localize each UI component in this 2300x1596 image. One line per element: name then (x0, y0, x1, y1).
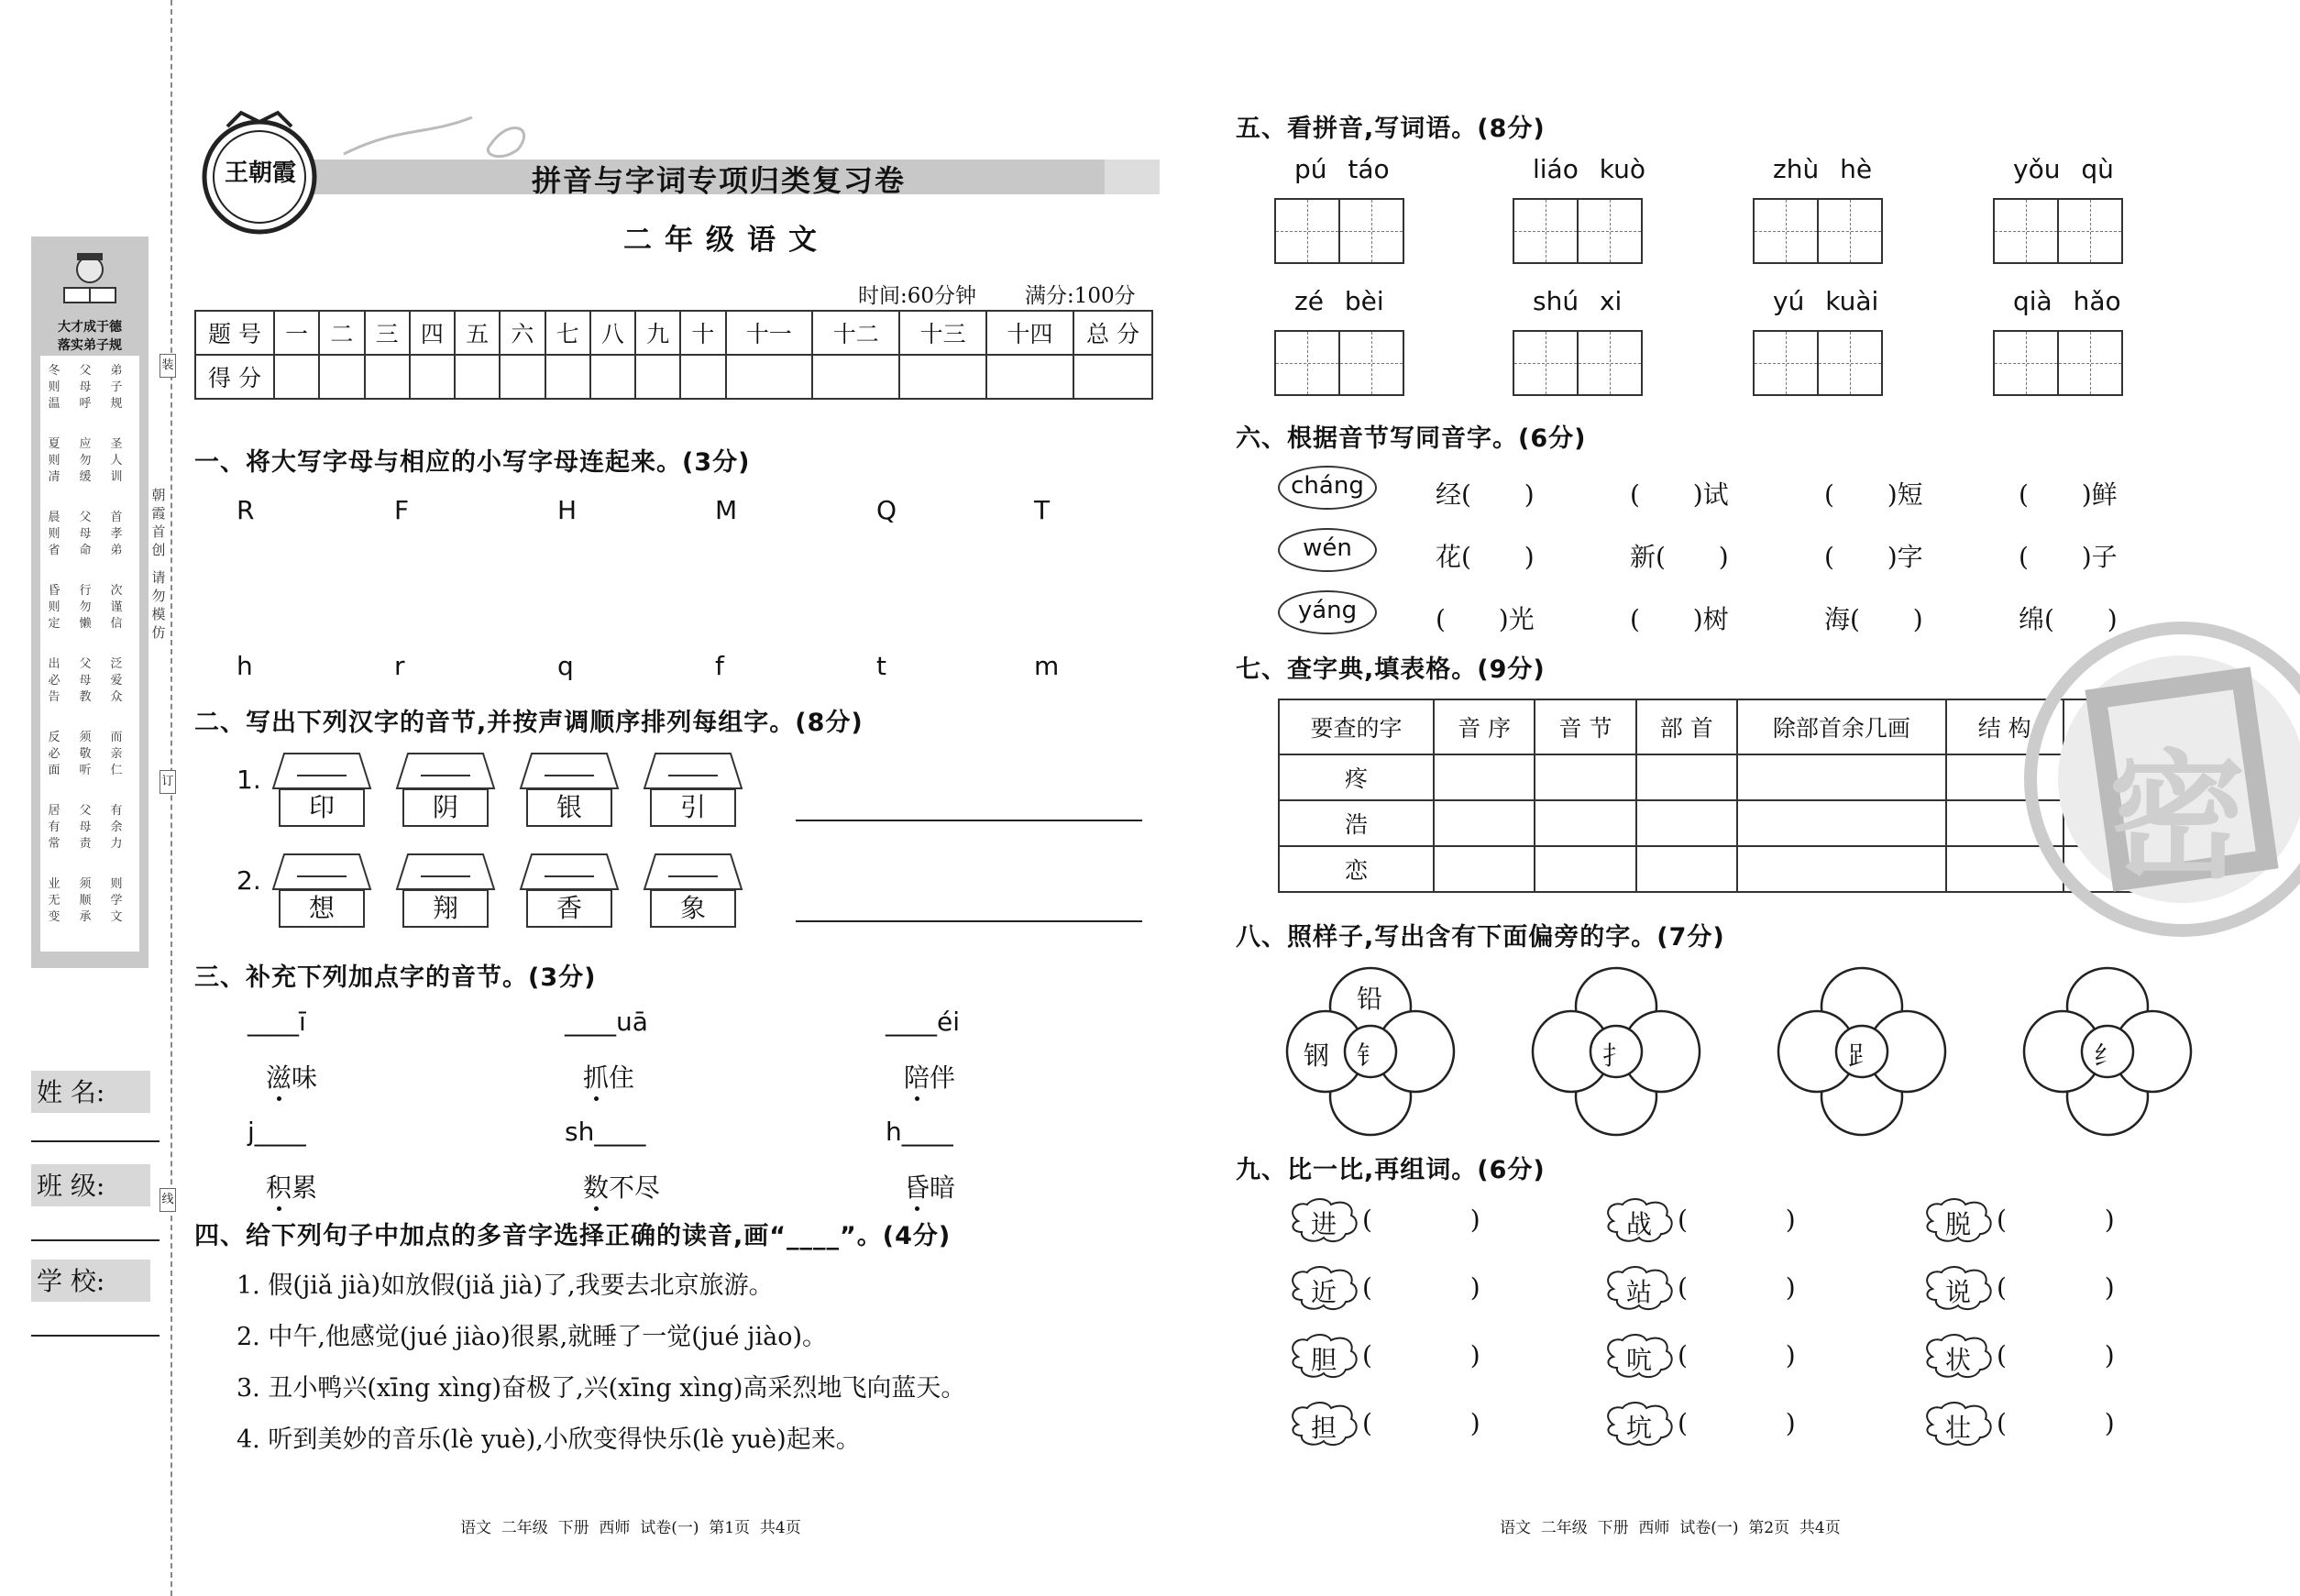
dict-answer-cell[interactable] (1535, 800, 1635, 846)
tian-grid-box[interactable] (1338, 198, 1404, 264)
tian-grid-box[interactable] (1274, 330, 1340, 396)
score-input-cell[interactable] (365, 355, 410, 399)
tian-grid-box[interactable] (1817, 330, 1883, 396)
compare-char-text: 进 (1311, 1209, 1337, 1239)
motto-2: 落实弟子规 (58, 338, 122, 353)
compare-char-text: 近 (1311, 1277, 1337, 1307)
score-header-cell: 九 (635, 311, 680, 355)
homophone-blank[interactable]: 花( ) (1436, 542, 1535, 572)
syllable-blank[interactable]: h____ (886, 1117, 953, 1147)
uppercase-letter[interactable]: F (394, 495, 410, 525)
compare-character (1602, 1401, 1685, 1448)
lookup-character: 恋 (1279, 846, 1434, 892)
compare-char-text: 壮 (1945, 1413, 1972, 1443)
dict-answer-cell[interactable] (1535, 846, 1635, 892)
tian-grid-box[interactable] (1338, 330, 1404, 396)
tian-grid-box[interactable] (1993, 198, 2059, 264)
score-label-cell: 得 分 (195, 355, 274, 399)
syllable-house[interactable] (643, 752, 743, 840)
emphasis-dot (277, 1096, 281, 1101)
emphasis-dot (915, 1096, 919, 1101)
tian-grid-box[interactable] (1577, 198, 1643, 264)
homophone-blank[interactable]: ( )短 (1824, 479, 1923, 510)
emphasis-dot (277, 1206, 281, 1211)
copyright-2: 请勿模仿 (151, 569, 166, 641)
syllable-blank[interactable]: ____uā (565, 1007, 648, 1037)
example-char-top: 铅 (1357, 984, 1383, 1014)
pinyin-prompt: zé bèi (1294, 286, 1384, 316)
pinyin-prompt: zhù hè (1773, 154, 1873, 184)
score-header-cell: 一 (274, 311, 319, 355)
tian-grid-box[interactable] (1753, 330, 1819, 396)
radical-flower[interactable] (1529, 964, 1703, 1139)
homophone-blank[interactable]: 经( ) (1436, 479, 1535, 510)
syllable-text: wén (1303, 534, 1352, 562)
score-input-cell[interactable] (545, 355, 590, 399)
verse-col: 父母责 (79, 804, 92, 851)
verse-col: 泛爱众 (110, 657, 123, 704)
emphasis-dot (915, 1206, 919, 1211)
syllable-blank[interactable]: ____ī (248, 1007, 306, 1037)
verse-col: 则学文 (110, 877, 123, 924)
class-field[interactable] (31, 1239, 160, 1241)
scholar-icon (53, 244, 127, 317)
word-blank[interactable]: ( ) (1997, 1205, 2115, 1235)
school-field[interactable] (31, 1335, 160, 1337)
verse-col: 圣人训 (110, 437, 123, 484)
syllable-house[interactable] (395, 853, 496, 941)
verse-col: 次谨信 (110, 584, 123, 631)
lookup-character: 疼 (1279, 754, 1434, 800)
lowercase-letter[interactable]: m (1034, 651, 1060, 681)
dict-answer-cell[interactable] (1737, 754, 1946, 800)
syllable-bubble (1278, 528, 1377, 572)
verse-col: 居有常 (48, 804, 61, 851)
score-header-cell: 六 (500, 311, 545, 355)
homophone-blank[interactable]: ( )试 (1630, 479, 1729, 510)
q4-title: 四、给下列句子中加点的多音字选择正确的读音,画“____”。(4分) (194, 1222, 952, 1250)
dict-answer-cell[interactable] (1737, 800, 1946, 846)
verse-col: 须顺承 (79, 877, 92, 924)
uppercase-letter[interactable]: R (237, 495, 255, 525)
syllable-house[interactable] (271, 752, 372, 840)
dotted-word: 陪伴 (904, 1062, 956, 1093)
verse-col: 有余力 (110, 804, 123, 851)
syllable-blank[interactable]: ____éi (886, 1007, 961, 1037)
dict-answer-cell[interactable] (1636, 800, 1737, 846)
paper-title: 拼音与字词专项归类复习卷 (532, 163, 907, 198)
uppercase-letter[interactable]: M (715, 495, 738, 525)
q8-title: 八、照样子,写出含有下面偏旁的字。(7分) (1236, 923, 1725, 952)
lowercase-letter[interactable]: f (715, 651, 724, 681)
compare-character (1602, 1333, 1685, 1381)
radical-flower[interactable] (2020, 964, 2195, 1139)
dict-header-cell: 音 序 (1434, 699, 1535, 754)
pinyin-prompt: pú táo (1294, 154, 1390, 184)
verse-col: 昏则定 (48, 584, 61, 631)
word-blank[interactable]: ( ) (1362, 1205, 1480, 1235)
homophone-blank[interactable]: 绵( ) (2019, 604, 2118, 634)
verse-col: 父母呼 (79, 364, 92, 411)
emphasis-dot (594, 1206, 599, 1211)
dict-answer-cell[interactable] (1434, 800, 1535, 846)
tian-grid-box[interactable] (1993, 330, 2059, 396)
footer-left: 语文 二年级 下册 西师 试卷(一) 第1页 共4页 (460, 1519, 801, 1537)
polyphone-sentence[interactable]: 3. 丑小鸭兴(xīng xìng)奋极了,兴(xīng xìng)高采烈地飞向蓝天。 (237, 1374, 966, 1403)
tian-grid-box[interactable] (1577, 330, 1643, 396)
full-score-label: 满分:100分 (1025, 284, 1136, 308)
verse-box (40, 356, 139, 952)
radical-center: 扌 (1602, 1040, 1629, 1071)
score-table (194, 310, 1153, 400)
compare-char-text: 战 (1626, 1209, 1653, 1239)
verse-col: 弟子规 (110, 364, 123, 411)
syllable-bubble (1278, 466, 1377, 510)
dict-header-cell: 除部首余几画 (1737, 699, 1946, 754)
score-input-cell[interactable] (680, 355, 725, 399)
score-header-cell: 八 (590, 311, 635, 355)
q1-title: 一、将大写字母与相应的小写字母连起来。(3分) (194, 448, 751, 477)
dict-header-cell: 结 构 (1946, 699, 2063, 754)
compare-character (1287, 1265, 1370, 1313)
tian-grid-box[interactable] (1753, 198, 1819, 264)
watermark-text: 密 (2108, 736, 2247, 897)
score-header-cell: 题 号 (195, 311, 274, 355)
homophone-blank[interactable]: 新( ) (1630, 542, 1729, 572)
score-header-cell: 十一 (726, 311, 813, 355)
pinyin-prompt: shú xi (1533, 286, 1623, 316)
pinyin-prompt: yǒu qù (2013, 154, 2114, 184)
order-answer-line[interactable] (796, 820, 1142, 821)
name-label: 姓 名: (37, 1077, 105, 1107)
verse-col: 父母命 (79, 511, 92, 557)
seal-mark-1: 装 (160, 354, 176, 378)
q2-row-number: 2. (237, 865, 261, 896)
homophone-blank[interactable]: ( )树 (1630, 604, 1729, 634)
homophone-blank[interactable]: ( )鲜 (2019, 479, 2118, 510)
homophone-blank[interactable]: ( )光 (1436, 604, 1535, 634)
syllable-bubble (1278, 590, 1377, 634)
verse-col: 应勿缓 (79, 437, 92, 484)
house-character: 引 (650, 788, 736, 827)
dotted-word: 数不尽 (583, 1172, 661, 1203)
homophone-blank[interactable]: ( )子 (2019, 542, 2118, 572)
q9-title: 九、比一比,再组词。(6分) (1236, 1156, 1546, 1184)
dict-answer-cell[interactable] (1535, 754, 1635, 800)
house-character: 象 (650, 889, 736, 928)
score-input-cell[interactable] (410, 355, 455, 399)
verse-col: 冬则温 (48, 364, 61, 411)
copyright-1: 朝霞首创 (151, 487, 166, 558)
word-blank[interactable]: ( ) (1678, 1272, 1796, 1303)
compare-character (1602, 1265, 1685, 1313)
compare-char-text: 胆 (1311, 1345, 1337, 1375)
verse-col: 而亲仁 (110, 731, 123, 777)
dict-answer-cell[interactable] (1434, 754, 1535, 800)
house-character: 印 (279, 788, 365, 827)
syllable-house[interactable] (395, 752, 496, 840)
motto-1: 大才成于德 (58, 320, 122, 335)
score-header-cell: 十三 (899, 311, 986, 355)
word-blank[interactable]: ( ) (1362, 1408, 1480, 1438)
time-label: 时间:60分钟 (858, 284, 977, 308)
verse-col: 出必告 (48, 657, 61, 704)
compare-char-text: 说 (1945, 1277, 1972, 1307)
dotted-word: 积累 (266, 1172, 318, 1203)
emphasis-dot (594, 1096, 599, 1101)
footer-right: 语文 二年级 下册 西师 试卷(一) 第2页 共4页 (1500, 1519, 1841, 1537)
dict-header-cell: 要查的字 (1279, 699, 1434, 754)
radical-center: 钅 (1357, 1040, 1383, 1071)
example-char-left: 钢 (1304, 1040, 1330, 1071)
syllable-house[interactable] (643, 853, 743, 941)
verse-col: 反必面 (48, 731, 61, 777)
polyphone-sentence[interactable]: 2. 中午,他感觉(jué jiào)很累,就睡了一觉(jué jiào)。 (237, 1323, 828, 1351)
dict-header-cell: 音 节 (1535, 699, 1635, 754)
house-character: 翔 (402, 889, 489, 928)
q5-title: 五、看拼音,写词语。(8分) (1236, 115, 1546, 143)
tian-grid-box[interactable] (2057, 330, 2123, 396)
dict-header-cell: 部 首 (1636, 699, 1737, 754)
score-header-cell: 十 (680, 311, 725, 355)
compare-character (1921, 1265, 2004, 1313)
score-input-cell[interactable] (319, 355, 364, 399)
score-input-cell[interactable] (590, 355, 635, 399)
compare-character (1921, 1197, 2004, 1245)
dict-answer-cell[interactable] (1434, 846, 1535, 892)
q7-title: 七、查字典,填表格。(9分) (1236, 655, 1546, 684)
syllable-house[interactable] (271, 853, 372, 941)
score-input-cell[interactable] (500, 355, 545, 399)
dict-answer-cell[interactable] (1636, 846, 1737, 892)
score-header-cell: 二 (319, 311, 364, 355)
score-input-cell[interactable] (455, 355, 500, 399)
lowercase-letter[interactable]: r (394, 651, 405, 681)
word-blank[interactable]: ( ) (1997, 1340, 2115, 1370)
name-field[interactable] (31, 1140, 160, 1142)
house-character: 银 (526, 788, 612, 827)
house-character: 香 (526, 889, 612, 928)
uppercase-letter[interactable]: T (1034, 495, 1051, 525)
q2-row-number: 1. (237, 765, 261, 795)
compare-char-text: 站 (1626, 1277, 1653, 1307)
tian-grid-box[interactable] (2057, 198, 2123, 264)
compare-char-text: 吭 (1626, 1345, 1653, 1375)
score-input-cell[interactable] (274, 355, 319, 399)
lowercase-letter[interactable]: q (557, 651, 574, 681)
compare-char-text: 状 (1945, 1345, 1972, 1375)
order-answer-line[interactable] (796, 920, 1142, 922)
score-header-cell: 十四 (986, 311, 1073, 355)
pinyin-prompt: liáo kuò (1533, 154, 1645, 184)
pinyin-prompt: yú kuài (1773, 286, 1879, 316)
seal-mark-3: 线 (160, 1188, 176, 1212)
tian-grid-box[interactable] (1513, 330, 1579, 396)
verse-col: 须敬听 (79, 731, 92, 777)
word-blank[interactable]: ( ) (1678, 1408, 1796, 1438)
seal-mark-2: 订 (160, 770, 176, 794)
verse-col: 父母教 (79, 657, 92, 704)
score-header-cell: 四 (410, 311, 455, 355)
compare-character (1602, 1197, 1685, 1245)
lookup-character: 浩 (1279, 800, 1434, 846)
q3-title: 三、补充下列加点字的音节。(3分) (194, 963, 597, 992)
binding-line (171, 0, 172, 1596)
score-input-cell[interactable] (899, 355, 986, 399)
score-header-cell: 七 (545, 311, 590, 355)
score-header-cell: 三 (365, 311, 410, 355)
radical-flower[interactable] (1775, 964, 1949, 1139)
syllable-house[interactable] (519, 853, 620, 941)
compare-char-text: 脱 (1945, 1209, 1972, 1239)
radical-center: 𧾷 (1848, 1040, 1875, 1071)
polyphone-sentence[interactable]: 1. 假(jiǎ jià)如放假(jiǎ jià)了,我要去北京旅游。 (237, 1271, 774, 1300)
homophone-blank[interactable]: ( )字 (1824, 542, 1923, 572)
verse-col: 首孝弟 (110, 511, 123, 557)
uppercase-letter[interactable]: Q (876, 495, 897, 525)
compare-character (1287, 1197, 1370, 1245)
dotted-word: 抓住 (583, 1062, 635, 1093)
verse-col: 晨则省 (48, 511, 61, 557)
syllable-text: cháng (1291, 472, 1364, 500)
score-input-cell[interactable] (812, 355, 899, 399)
q2-title: 二、写出下列汉字的音节,并按声调顺序排列每组字。(8分) (194, 709, 864, 737)
homophone-blank[interactable]: 海( ) (1824, 604, 1923, 634)
radical-flower[interactable] (1283, 964, 1458, 1139)
score-input-cell[interactable] (1073, 355, 1152, 399)
q6-title: 六、根据音节写同音字。(6分) (1236, 424, 1587, 453)
word-blank[interactable]: ( ) (1678, 1205, 1796, 1235)
compare-character (1921, 1401, 2004, 1448)
school-label: 学 校: (37, 1266, 105, 1296)
syllable-blank[interactable]: j____ (248, 1117, 306, 1147)
word-blank[interactable]: ( ) (1997, 1272, 2115, 1303)
verse-col: 夏则凊 (48, 437, 61, 484)
verse-col: 业无变 (48, 877, 61, 924)
compare-character (1921, 1333, 2004, 1381)
uppercase-letter[interactable]: H (557, 495, 578, 525)
word-blank[interactable]: ( ) (1997, 1408, 2115, 1438)
score-header-cell: 五 (455, 311, 500, 355)
paper-subtitle: 二年级语文 (623, 224, 830, 257)
syllable-text: yáng (1297, 597, 1358, 624)
word-blank[interactable]: ( ) (1678, 1340, 1796, 1370)
compare-char-text: 坑 (1626, 1413, 1653, 1443)
radical-center: 纟 (2094, 1040, 2120, 1071)
tian-grid-box[interactable] (1817, 198, 1883, 264)
motto-panel (31, 237, 149, 968)
compare-character (1287, 1333, 1370, 1381)
dict-answer-cell[interactable] (1737, 846, 1946, 892)
score-input-cell[interactable] (986, 355, 1073, 399)
class-label: 班 级: (37, 1171, 105, 1201)
polyphone-sentence[interactable]: 4. 听到美妙的音乐(lè yuè),小欣变得快乐(lè yuè)起来。 (237, 1425, 861, 1454)
syllable-house[interactable] (519, 752, 620, 840)
score-input-cell[interactable] (635, 355, 680, 399)
pinyin-prompt: qià hǎo (2013, 286, 2121, 316)
lowercase-letter[interactable]: h (237, 651, 253, 681)
word-blank[interactable]: ( ) (1362, 1340, 1480, 1370)
verse-col: 行勿懒 (79, 584, 92, 631)
logo-text: 王朝霞 (224, 160, 296, 187)
score-input-cell[interactable] (726, 355, 813, 399)
word-blank[interactable]: ( ) (1362, 1272, 1480, 1303)
house-character: 想 (279, 889, 365, 928)
lowercase-letter[interactable]: t (876, 651, 886, 681)
house-character: 阴 (402, 788, 489, 827)
compare-character (1287, 1401, 1370, 1448)
compare-char-text: 担 (1311, 1413, 1337, 1443)
dotted-word: 昏暗 (904, 1172, 956, 1203)
dotted-word: 滋味 (266, 1062, 318, 1093)
syllable-blank[interactable]: sh____ (565, 1117, 646, 1147)
score-header-cell: 总 分 (1073, 311, 1152, 355)
tian-grid-box[interactable] (1274, 198, 1340, 264)
score-header-cell: 十二 (812, 311, 899, 355)
tian-grid-box[interactable] (1513, 198, 1579, 264)
dict-answer-cell[interactable] (1636, 754, 1737, 800)
